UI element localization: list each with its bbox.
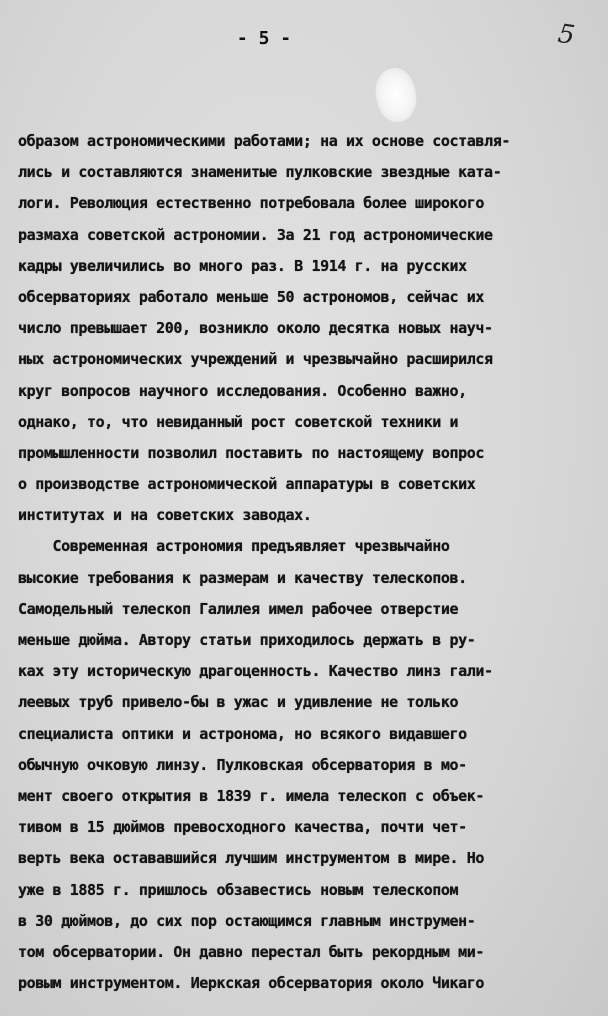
text-line: специалиста оптики и астронома, но всякого видавшего (18, 724, 467, 743)
text-line: том обсерватории. Он давно перестал быть рекордным ми- (18, 942, 485, 961)
text-line: Самодельный телескоп Галилея имел рабочее отверстие (18, 599, 459, 618)
text-line: меньше дюйма. Автору статьи приходилось держать в ру- (18, 631, 476, 649)
text-line: тивом в 15 дюймов превосходного качества, почти чет- (18, 818, 467, 837)
text-line: институтах и на советских заводах. (18, 506, 312, 525)
text-line: круг вопросов научного исследования. Особенно важно, (18, 381, 467, 400)
text-line: промышленности позволил поставить по настоящему вопрос (18, 443, 485, 462)
text-line: размаха советской астрономии. За 21 год астрономические (18, 225, 493, 244)
text-line: лись и составляются знаменитые пулковские звездные ката- (18, 163, 502, 182)
text-line: обсерваториях работало меньше 50 астрономов, сейчас их (18, 287, 485, 306)
text-line: Современная астрономия предъявляет чрезвычайно (18, 537, 450, 556)
body-text (18, 126, 598, 999)
handwritten-page-mark: 5 (555, 18, 577, 52)
text-line: уже в 1885 г. пришлось обзавестись новым телескопом (18, 880, 459, 899)
text-line: обычную очковую линзу. Пулковская обсерватория в мо- (18, 755, 467, 774)
text-line: леевых труб привело-бы в ужас и удивление не только (18, 693, 459, 712)
text-line: число превышает 200, возникло около десятка новых науч- (18, 319, 493, 338)
text-line: высокие требования к размерам и качеству телескопов. (18, 568, 467, 587)
text-line: однако, то, что невиданный рост советской техники и (18, 412, 459, 431)
text-line: в 30 дюймов, до сих пор остающимся главным инструмен- (18, 911, 476, 930)
text-line: о производстве астрономической аппаратуры в советских (18, 475, 476, 494)
text-line: логи. Революция естественно потребовала более широкого (18, 194, 485, 213)
text-line: ках эту историческую драгоценность. Качество линз гали- (18, 662, 493, 681)
text-line: образом астрономическими работами; на их основе составля- (18, 132, 510, 150)
paragraph-2 (18, 531, 598, 999)
text-line: мент своего открытия в 1839 г. имела телескоп с объек- (18, 786, 485, 805)
text-line: ных астрономических учреждений и чрезвычайно расширился (18, 350, 493, 369)
text-line: кадры увеличились во много раз. В 1914 г. на русских (18, 256, 467, 275)
paragraph-1 (18, 126, 598, 531)
paper-blot (371, 64, 421, 125)
text-line: верть века остававшийся лучшим инструментом в мире. Но (18, 849, 485, 868)
page-number: - 5 - (236, 28, 292, 49)
text-line: ровым инструментом. Иеркская обсерватория около Чикаго (18, 974, 485, 993)
